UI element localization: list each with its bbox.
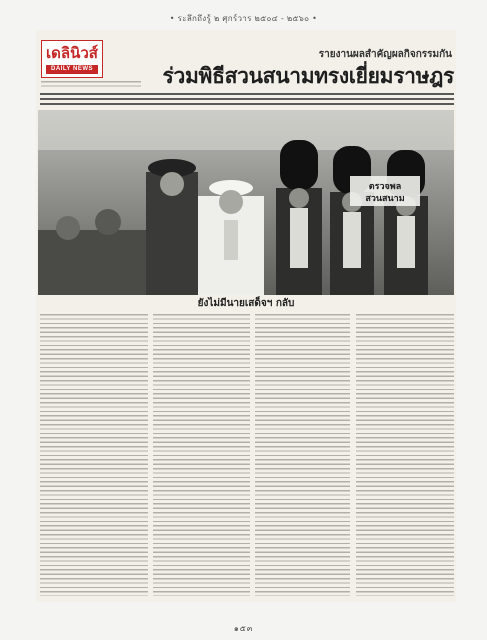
- article-text-column-2: [153, 314, 250, 596]
- photo-caption: ยังไม่มีนายเสด็จฯ กลับ: [197, 298, 295, 309]
- guard-figure-3: [384, 150, 428, 295]
- sub-deck: [40, 93, 454, 105]
- white-uniform-figure: [198, 180, 264, 295]
- headline: ร่วมพิธีสวนสนามทรงเยี่ยมราษฎร: [162, 64, 454, 88]
- guard-figure-1: [276, 140, 322, 295]
- photo-inset-line2: สวนสนาม: [365, 194, 405, 204]
- page-header: • ระลึกถึงรู้ ๒ ศุกร์วาร ๒๕๐๔ - ๒๕๖๐ •: [169, 14, 318, 23]
- headline-overline: รายงานผลสำคัญผลกิจกรรมกัน: [318, 49, 452, 60]
- page-number: ๑๕๓: [233, 624, 254, 633]
- logo-title: เดลินิวส์: [46, 44, 98, 62]
- newspaper-logo: [41, 40, 103, 78]
- article-text-column-1: [40, 314, 148, 596]
- article-text-column-4: [356, 314, 454, 596]
- photo-inset-line1: ตรวจพล: [368, 182, 402, 192]
- news-photo: [38, 110, 454, 295]
- officer-figure-left: [146, 159, 198, 295]
- photo-sky: [38, 110, 454, 150]
- article-text-column-3: [255, 314, 350, 596]
- photo-illustration: [38, 110, 454, 295]
- logo-subtitle: DAILY NEWS: [46, 65, 98, 74]
- guard-figure-2: [330, 146, 374, 295]
